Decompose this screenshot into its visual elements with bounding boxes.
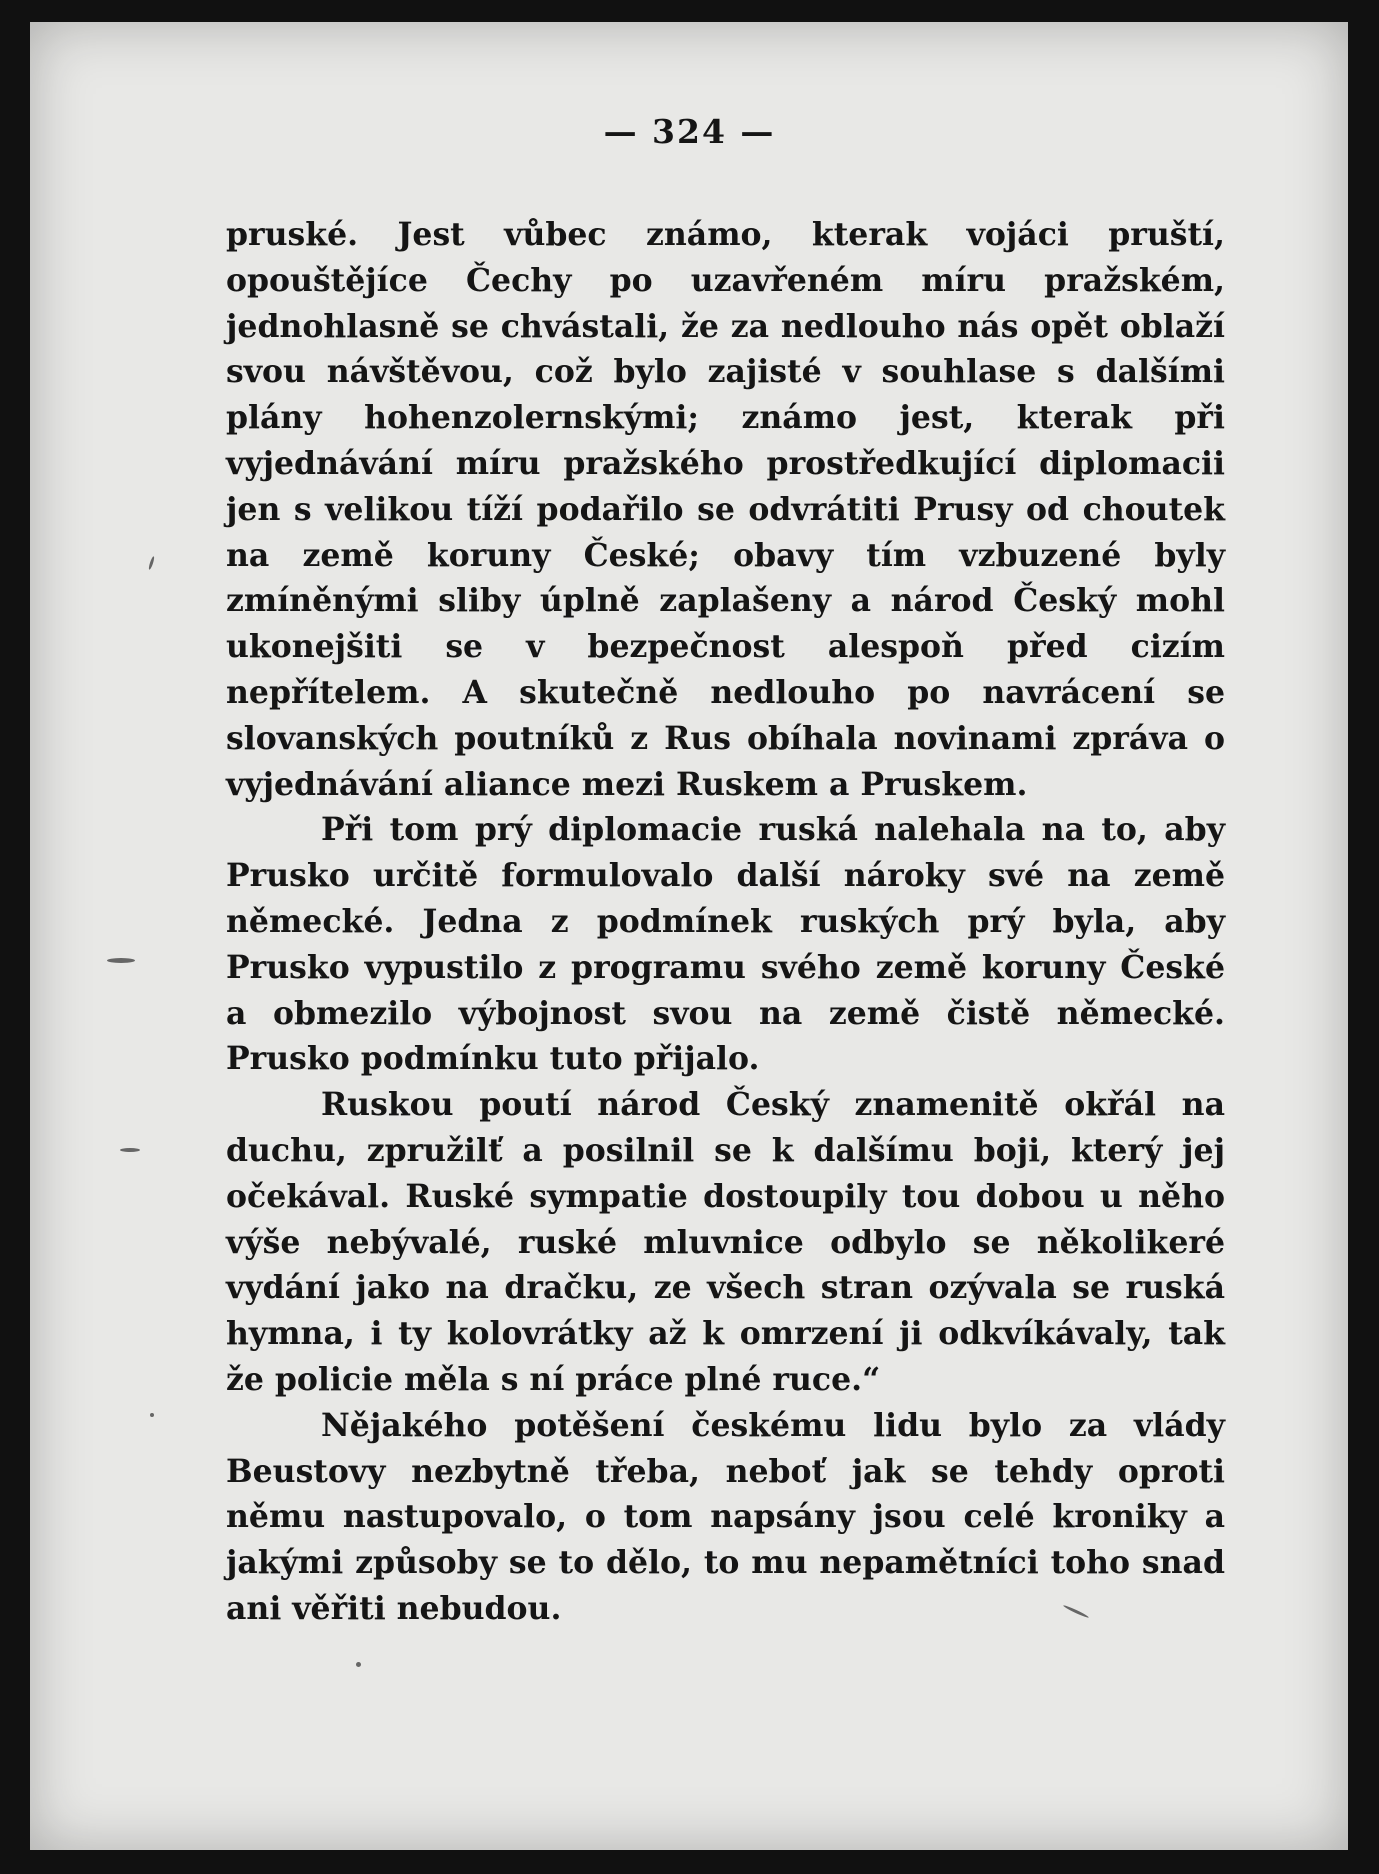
body-text (226, 212, 1225, 1632)
paragraph: Ruskou poutí národ Český znamenitě okřál na duchu, zpružilť a posilnil se k dalšímu boji, který jej očekával. Ruské sympatie dostoupily tou dobou u něho výše nebývalé, ruské mluvnice odbylo se několikeré vydání jako na dračku, ze všech stran ozývala se ruská hymna, i ty kolovrátky až k omrzení ji odkvíkávaly, tak že policie měla s ní práce plné ruce.“ (226, 1086, 1225, 1398)
paper-speck (356, 1662, 361, 1667)
paragraph: pruské. Jest vůbec známo, kterak vojáci pruští, opouštějíce Čechy po uzavřeném míru pražském, jednohlasně se chvástali, že za nedlouho nás opět oblaží svou návštěvou, což bylo zajisté v souhlase s dalšími plány hohenzolernskými; známo jest, kterak při vyjednávání míru pražského prostředkující diplomacii jen s velikou tíží podařilo se odvrátiti Prusy od choutek na země koruny České; obavy tím vzbuzené byly zmíněnými sliby úplně zaplašeny a národ Český mohl ukonejšiti se v bezpečnost alespoň před cizím nepřítelem. A skutečně nedlouho po navrácení se slovanských poutníků z Rus obíhala novinami zpráva o vyjednávání aliance mezi Ruskem a Pruskem. (226, 216, 1225, 803)
paper-speck (107, 958, 135, 963)
paper-speck (150, 1413, 154, 1417)
paragraph: Při tom prý diplomacie ruská nalehala na to, aby Prusko určitě formulovalo další nároky své na země německé. Jedna z podmínek ruských prý byla, aby Prusko vypustilo z programu svého země koruny České a obmezilo výbojnost svou na země čistě německé. Prusko podmínku tuto přijalo. (226, 811, 1225, 1078)
paper-speck (120, 1148, 140, 1152)
page-number: — 324 — (603, 112, 776, 151)
paragraph: Nějakého potěšení českému lidu bylo za vlády Beustovy nezbytně třeba, neboť jak se tehdy oproti němu nastupovalo, o tom napsány jsou celé kroniky a jakými způsoby se to dělo, to mu nepamětníci toho snad ani věřiti nebudou. (226, 1406, 1225, 1627)
